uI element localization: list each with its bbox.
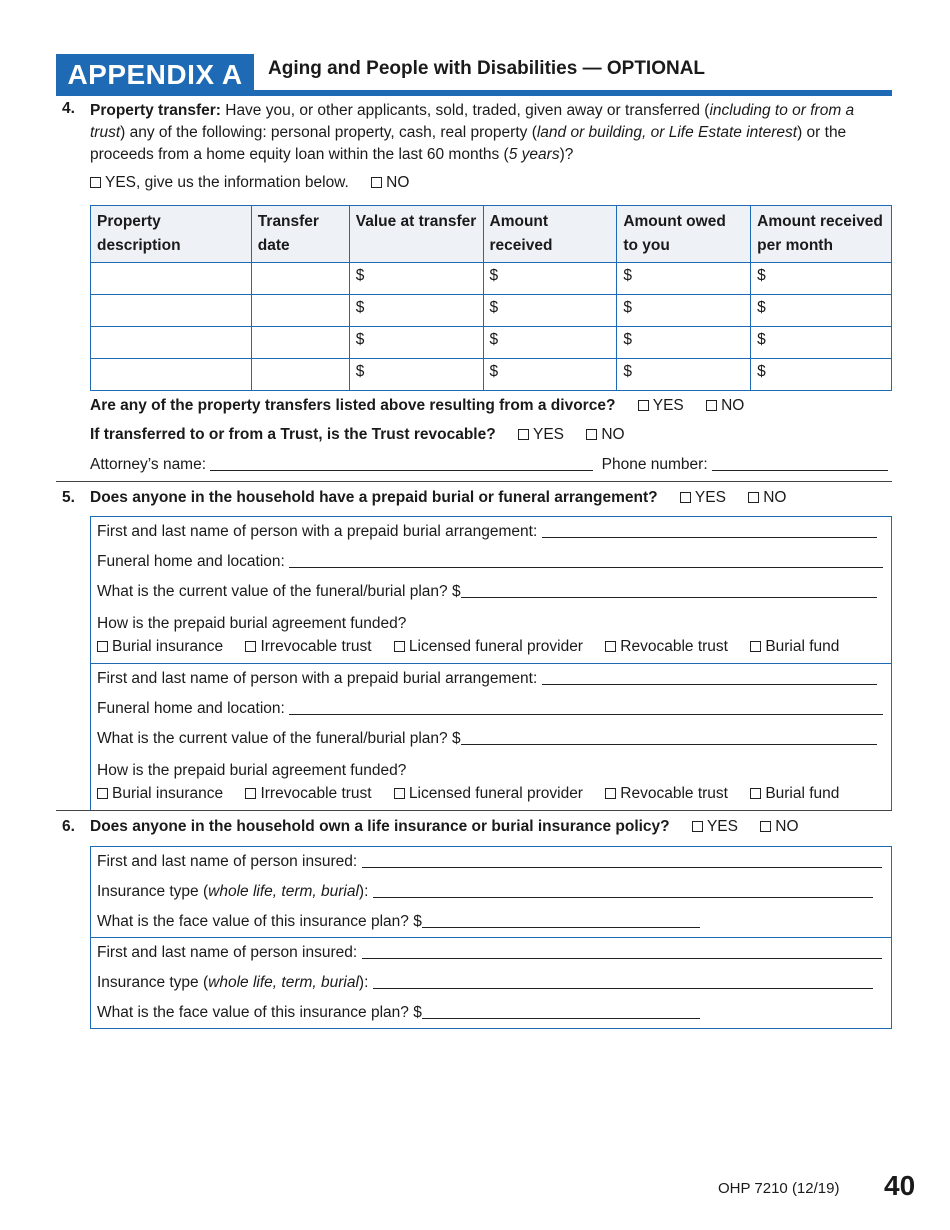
burial-name-label: First and last name of person with a prepaid burial arrangement:	[97, 523, 538, 540]
q4-ital-a: including to or from a trust	[90, 102, 855, 141]
phone-label: Phone number:	[601, 456, 708, 473]
q6-number: 6.	[62, 818, 75, 835]
transfer-date-cell[interactable]	[251, 295, 349, 327]
checkbox-icon[interactable]	[371, 177, 382, 188]
table-header-row	[91, 206, 892, 263]
divorce-yes-option[interactable]	[638, 397, 684, 414]
insurance-type-row	[91, 877, 891, 907]
q6-no-option[interactable]	[760, 818, 798, 835]
table-row	[91, 263, 892, 295]
checkbox-icon[interactable]	[748, 492, 759, 503]
q5-number: 5.	[62, 489, 75, 506]
amount-owed-cell[interactable]: $	[617, 359, 751, 391]
q4-ital-c: 5 years	[508, 146, 560, 163]
q4-yes-option[interactable]	[90, 174, 349, 191]
funded-irrevocable-trust[interactable]	[245, 785, 371, 802]
funeral-home-field[interactable]	[289, 553, 883, 568]
yes-label: YES	[533, 426, 565, 443]
face-value-label: What is the face value of this insurance plan? $	[97, 913, 422, 930]
checkbox-icon[interactable]	[90, 177, 101, 188]
q4-text-d: )?	[559, 146, 574, 163]
funded-option-label: Licensed funeral provider	[408, 785, 583, 802]
burial-name-label: First and last name of person with a prepaid burial arrangement:	[97, 670, 538, 687]
amount-per-month-cell[interactable]: $	[751, 263, 892, 295]
col-amount-per-month: Amount received per month	[751, 206, 892, 263]
table-row	[91, 327, 892, 359]
burial-value-label: What is the current value of the funeral/burial plan? $	[97, 730, 461, 747]
insurance-type-label: Insurance type (	[97, 974, 209, 991]
amount-received-cell[interactable]: $	[483, 263, 617, 295]
insured-name-label: First and last name of person insured:	[97, 944, 358, 961]
burial-arrangement-1	[91, 517, 891, 664]
table-row	[91, 295, 892, 327]
q4-label: Property transfer:	[90, 102, 221, 119]
amount-per-month-cell[interactable]: $	[751, 359, 892, 391]
q6-yes-option[interactable]	[692, 818, 738, 835]
burial-value-row	[91, 577, 891, 607]
page-header	[56, 54, 892, 96]
yes-label: YES	[652, 397, 684, 414]
checkbox-icon[interactable]	[245, 641, 256, 652]
q5-yes-option[interactable]	[680, 489, 726, 506]
no-label: NO	[721, 397, 745, 414]
q4-ital-b: land or building, or Life Estate interest	[536, 124, 798, 141]
value-cell[interactable]: $	[349, 295, 483, 327]
burial-value-field[interactable]	[461, 583, 877, 598]
burial-value-field[interactable]	[461, 730, 877, 745]
insured-name-row	[91, 938, 891, 968]
funded-option-label: Irrevocable trust	[260, 638, 372, 655]
funeral-home-row	[91, 547, 891, 577]
amount-owed-cell[interactable]: $	[617, 295, 751, 327]
transfer-date-cell[interactable]	[251, 359, 349, 391]
checkbox-icon[interactable]	[518, 429, 529, 440]
q6-question-row	[90, 818, 799, 836]
funeral-home-row	[91, 694, 891, 724]
checkbox-icon[interactable]	[605, 788, 616, 799]
q6-question: Does anyone in the household own a life insurance or burial insurance policy?	[90, 818, 670, 835]
no-label: NO	[601, 426, 625, 443]
burial-name-row	[91, 664, 891, 694]
burial-value-row	[91, 724, 891, 754]
col-amount-received: Amount received	[483, 206, 617, 263]
checkbox-icon[interactable]	[638, 400, 649, 411]
funded-option-label: Licensed funeral provider	[408, 638, 583, 655]
funded-label: How is the prepaid burial agreement funded?	[97, 762, 407, 779]
insurance-type-label: Insurance type (	[97, 883, 209, 900]
funded-licensed-funeral-provider[interactable]	[394, 638, 583, 655]
checkbox-icon[interactable]	[97, 788, 108, 799]
q5-no-option[interactable]	[748, 489, 786, 506]
amount-owed-cell[interactable]: $	[617, 263, 751, 295]
insurance-policy-1	[91, 847, 891, 938]
q4-yes-no	[90, 174, 890, 192]
property-transfer-table	[90, 205, 892, 391]
funded-label: How is the prepaid burial agreement funded?	[97, 615, 407, 632]
burial-name-row	[91, 517, 891, 547]
amount-received-cell[interactable]: $	[483, 359, 617, 391]
transfer-date-cell[interactable]	[251, 263, 349, 295]
no-label: NO	[763, 489, 787, 506]
property-description-cell[interactable]	[91, 359, 252, 391]
transfer-date-cell[interactable]	[251, 327, 349, 359]
funeral-home-field[interactable]	[289, 700, 883, 715]
funded-revocable-trust[interactable]	[605, 638, 728, 655]
face-value-row	[91, 998, 891, 1028]
value-cell[interactable]: $	[349, 263, 483, 295]
amount-owed-cell[interactable]: $	[617, 327, 751, 359]
insurance-type-examples: whole life, term, burial	[208, 974, 359, 991]
q4-text-a: Have you, or other applicants, sold, traded, given away or transferred (	[220, 102, 710, 119]
funded-revocable-trust[interactable]	[605, 785, 728, 802]
checkbox-icon[interactable]	[750, 641, 761, 652]
face-value-label: What is the face value of this insurance plan? $	[97, 1004, 422, 1021]
divorce-question: Are any of the property transfers listed above resulting from a divorce?	[90, 397, 616, 414]
checkbox-icon[interactable]	[692, 821, 703, 832]
checkbox-icon[interactable]	[706, 400, 717, 411]
trust-question: If transferred to or from a Trust, is the Trust revocable?	[90, 426, 496, 443]
funded-option-label: Irrevocable trust	[260, 785, 372, 802]
amount-received-cell[interactable]: $	[483, 327, 617, 359]
face-value-field[interactable]	[422, 913, 700, 928]
burial-value-label: What is the current value of the funeral/burial plan? $	[97, 583, 461, 600]
funded-burial-fund[interactable]	[750, 785, 839, 802]
value-cell[interactable]: $	[349, 327, 483, 359]
q4-question	[90, 100, 890, 166]
insurance-type-label-end: ):	[358, 974, 369, 991]
checkbox-icon[interactable]	[605, 641, 616, 652]
funeral-home-label: Funeral home and location:	[97, 553, 285, 570]
checkbox-icon[interactable]	[586, 429, 597, 440]
funded-option-label: Burial insurance	[112, 638, 224, 655]
col-amount-owed: Amount owed to you	[617, 206, 751, 263]
divorce-no-option[interactable]	[706, 397, 744, 414]
burial-name-field[interactable]	[542, 523, 877, 538]
checkbox-icon[interactable]	[760, 821, 771, 832]
amount-per-month-cell[interactable]: $	[751, 295, 892, 327]
q5-question-row	[90, 489, 786, 507]
insurance-type-field[interactable]	[373, 883, 873, 898]
insured-name-label: First and last name of person insured:	[97, 853, 358, 870]
col-transfer-date: Transfer date	[251, 206, 349, 263]
yes-label: YES	[706, 818, 738, 835]
burial-name-field[interactable]	[542, 670, 877, 685]
funded-burial-fund[interactable]	[750, 638, 839, 655]
insurance-type-label-end: ):	[358, 883, 369, 900]
burial-arrangements-box	[90, 516, 892, 811]
property-description-cell[interactable]	[91, 295, 252, 327]
face-value-row	[91, 907, 891, 937]
property-description-cell[interactable]	[91, 327, 252, 359]
trust-question-row	[90, 426, 625, 444]
attorney-label: Attorney’s name:	[90, 456, 207, 473]
checkbox-icon[interactable]	[394, 641, 405, 652]
funded-options-row	[91, 782, 891, 810]
funded-option-label: Revocable trust	[620, 638, 728, 655]
q4-number: 4.	[62, 100, 75, 117]
section-title: Aging and People with Disabilities — OPTIONAL	[268, 58, 706, 79]
face-value-field[interactable]	[422, 1004, 700, 1019]
funded-irrevocable-trust[interactable]	[245, 638, 371, 655]
insurance-policy-2	[91, 938, 891, 1028]
col-value-at-transfer: Value at transfer	[349, 206, 483, 263]
q4-yes-label: YES, give us the information below.	[105, 174, 349, 191]
q4-no-label: NO	[386, 174, 410, 191]
trust-no-option[interactable]	[586, 426, 624, 443]
funded-label-row	[91, 760, 891, 782]
col-property-description: Property description	[91, 206, 252, 263]
funded-burial-insurance[interactable]	[97, 638, 223, 655]
insurance-type-row	[91, 968, 891, 998]
amount-received-cell[interactable]: $	[483, 295, 617, 327]
funded-burial-insurance[interactable]	[97, 785, 223, 802]
insured-name-field[interactable]	[362, 944, 882, 959]
insured-name-row	[91, 847, 891, 877]
divider	[56, 810, 892, 811]
no-label: NO	[775, 818, 799, 835]
attorney-name-field[interactable]	[210, 456, 593, 471]
q4-text-b: ) any of the following: personal property, cash, real property (	[120, 124, 537, 141]
checkbox-icon[interactable]	[750, 788, 761, 799]
amount-per-month-cell[interactable]: $	[751, 327, 892, 359]
yes-label: YES	[694, 489, 726, 506]
q5-question: Does anyone in the household have a prepaid burial or funeral arrangement?	[90, 489, 658, 506]
checkbox-icon[interactable]	[97, 641, 108, 652]
table-row	[91, 359, 892, 391]
checkbox-icon[interactable]	[245, 788, 256, 799]
funded-licensed-funeral-provider[interactable]	[394, 785, 583, 802]
funded-options-row	[91, 635, 891, 663]
q4-no-option[interactable]	[371, 174, 409, 191]
page-number: 40	[884, 1170, 916, 1201]
insured-name-field[interactable]	[362, 853, 882, 868]
checkbox-icon[interactable]	[394, 788, 405, 799]
funeral-home-label: Funeral home and location:	[97, 700, 285, 717]
attorney-row	[90, 456, 888, 474]
property-description-cell[interactable]	[91, 263, 252, 295]
funded-option-label: Burial insurance	[112, 785, 224, 802]
funded-option-label: Burial fund	[765, 785, 840, 802]
funded-option-label: Revocable trust	[620, 785, 728, 802]
insurance-type-field[interactable]	[373, 974, 873, 989]
phone-number-field[interactable]	[712, 456, 888, 471]
checkbox-icon[interactable]	[680, 492, 691, 503]
divorce-question-row	[90, 397, 744, 415]
appendix-label: APPENDIX A	[56, 54, 254, 96]
funded-option-label: Burial fund	[765, 638, 840, 655]
burial-arrangement-2	[91, 664, 891, 810]
divider	[56, 481, 892, 482]
trust-yes-option[interactable]	[518, 426, 564, 443]
q4-text-c: ) or the proceeds from a home equity loan within the last 60 months (	[90, 124, 847, 163]
value-cell[interactable]: $	[349, 359, 483, 391]
insurance-policies-box	[90, 846, 892, 1029]
insurance-type-examples: whole life, term, burial	[208, 883, 359, 900]
form-code: OHP 7210 (12/19)	[718, 1180, 840, 1197]
funded-label-row	[91, 613, 891, 635]
